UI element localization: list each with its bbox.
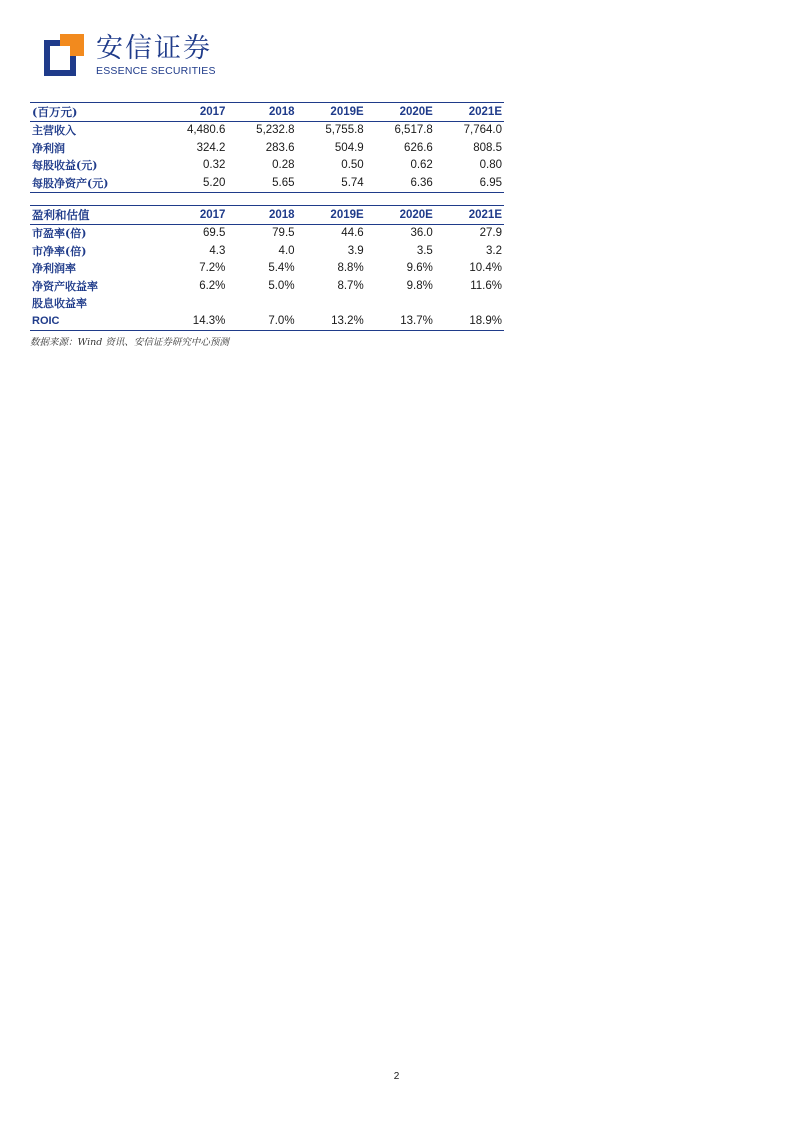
cell-value: 44.6: [341, 227, 364, 239]
row-label: 股息收益率: [32, 297, 87, 310]
cell-value: 11.6%: [470, 279, 502, 292]
cell-value: 9.8%: [406, 279, 433, 292]
cell-value: [158, 295, 227, 313]
cell-value: 0.62: [410, 159, 433, 171]
cell-value: 5.74: [297, 175, 366, 193]
cell-value: 7.0%: [227, 313, 296, 331]
cell-value: 4.0: [278, 244, 295, 257]
cell-value: 0.80: [479, 159, 502, 171]
company-logo: [44, 32, 244, 80]
cell-value: 79.5: [272, 227, 295, 239]
row-label: 每股净资产(元): [30, 175, 158, 193]
cell-value: 504.9: [334, 141, 364, 154]
financial-summary-table: [30, 102, 504, 193]
data-source-note: 数据来源：Wind 资讯、安信证券研究中心预测: [30, 337, 229, 348]
cell-value: 5,755.8: [325, 124, 364, 136]
cell-value: 5.0%: [268, 279, 295, 292]
cell-value: 0.32: [203, 159, 226, 171]
table-row: [30, 122, 504, 140]
cell-value: 626.6: [404, 141, 433, 154]
header-year: 2019E: [297, 206, 366, 225]
cell-value: 5,232.8: [256, 124, 295, 136]
cell-value: 6.36: [366, 175, 435, 193]
page-number: 2: [393, 1071, 400, 1082]
header-year: 2020E: [366, 206, 435, 225]
table-row: [30, 295, 504, 313]
header-year: 2017: [158, 206, 227, 225]
header-year: 2020E: [366, 103, 435, 122]
cell-value: 324.2: [196, 141, 226, 154]
logo-chinese-text: 安信证券: [96, 33, 212, 64]
cell-value: 6,517.8: [394, 124, 433, 136]
header-year: 2019E: [297, 103, 366, 122]
cell-value: 7.2%: [199, 262, 226, 274]
cell-value: 10.4%: [469, 262, 502, 274]
table-header-row: [30, 206, 504, 225]
table-row: [30, 260, 504, 278]
cell-value: 13.2%: [297, 313, 366, 331]
header-year: 2021E: [435, 206, 504, 225]
cell-value: 6.95: [435, 175, 504, 193]
header-year: 2021E: [435, 103, 504, 122]
cell-value: 4,480.6: [187, 124, 226, 136]
cell-value: 808.5: [473, 141, 502, 154]
cell-value: 5.20: [158, 175, 227, 193]
table-row: [30, 157, 504, 175]
header-year: 2017: [158, 103, 227, 122]
cell-value: 4.3: [209, 244, 226, 257]
cell-value: 3.9: [347, 244, 364, 257]
header-unit: (百万元): [30, 103, 158, 122]
table-row: [30, 243, 504, 261]
cell-value: 13.7%: [366, 313, 435, 331]
cell-value: 69.5: [203, 227, 226, 239]
header-year: 2018: [227, 103, 296, 122]
row-label: ROIC: [30, 313, 158, 331]
row-label: 市净率(倍): [32, 244, 87, 258]
table-row: [30, 175, 504, 193]
cell-value: 6.2%: [199, 279, 226, 292]
cell-value: 3.5: [416, 244, 433, 257]
cell-value: 36.0: [410, 227, 433, 239]
cell-value: 8.7%: [337, 279, 364, 292]
cell-value: 9.6%: [406, 262, 433, 274]
header-section-title: 盈利和估值: [30, 206, 158, 225]
row-label: 净利润率: [32, 262, 76, 275]
cell-value: 5.65: [227, 175, 296, 193]
table-row: [30, 140, 504, 158]
cell-value: 283.6: [265, 141, 295, 154]
cell-value: 5.4%: [268, 262, 295, 274]
cell-value: 18.9%: [435, 313, 504, 331]
header-year: 2018: [227, 206, 296, 225]
cell-value: [297, 295, 366, 313]
cell-value: 8.8%: [337, 262, 364, 274]
cell-value: 14.3%: [158, 313, 227, 331]
row-label: 净资产收益率: [32, 279, 98, 293]
row-label: 每股收益(元): [32, 159, 98, 172]
cell-value: 0.50: [341, 159, 364, 171]
cell-value: [435, 295, 504, 313]
table-row: [30, 278, 504, 296]
cell-value: [227, 295, 296, 313]
table-header-row: [30, 103, 504, 122]
logo-english-text: ESSENCE SECURITIES: [96, 65, 216, 77]
row-label: 主营收入: [32, 124, 76, 137]
cell-value: 3.2: [486, 244, 502, 257]
row-label: 净利润: [32, 141, 65, 155]
essence-logo-icon: [44, 34, 84, 76]
cell-value: [366, 295, 435, 313]
cell-value: 7,764.0: [463, 124, 502, 136]
row-label: 市盈率(倍): [32, 227, 87, 240]
table-row: [30, 225, 504, 243]
table-row: [30, 313, 504, 331]
valuation-table: [30, 205, 504, 331]
cell-value: 0.28: [272, 159, 295, 171]
cell-value: 27.9: [479, 227, 502, 239]
